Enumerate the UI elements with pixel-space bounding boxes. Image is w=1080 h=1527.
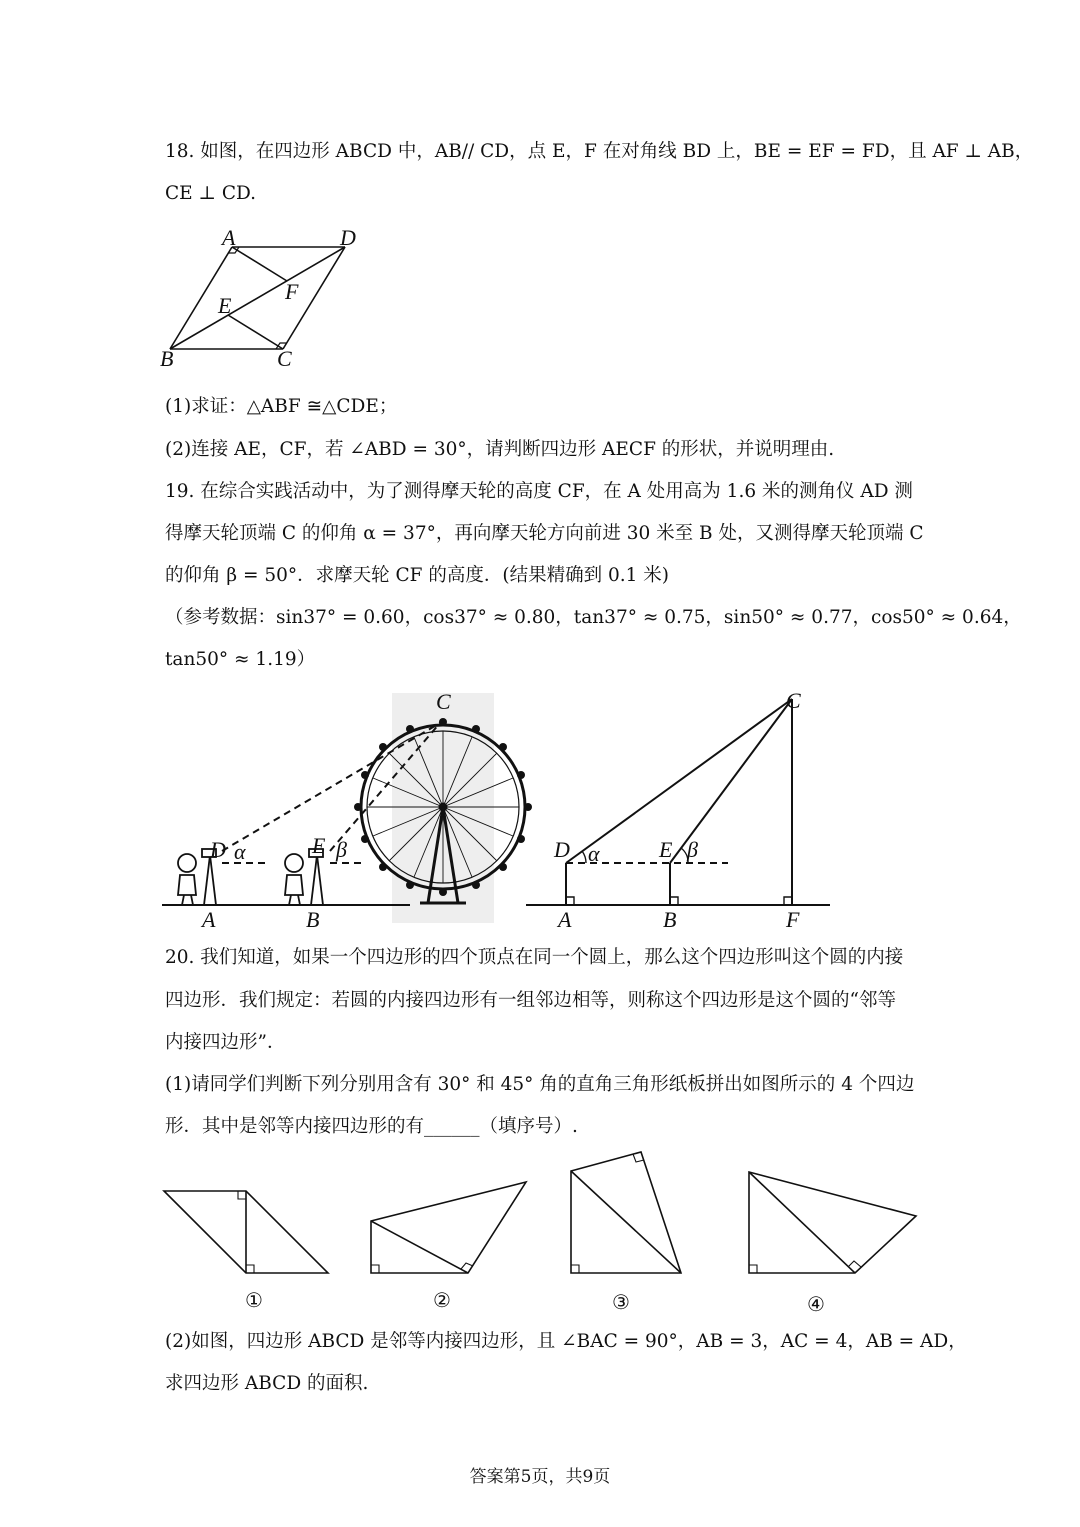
q18-label-C: C (277, 346, 292, 371)
q19-left-label-D: D (210, 837, 226, 862)
q20-quadrilateral-figures (155, 1145, 935, 1320)
q18-label-B: B (160, 346, 174, 371)
shape-label-2: ② (433, 1290, 451, 1312)
quadrilateral-shape-4 (749, 1172, 916, 1273)
quadrilateral-shape-2 (371, 1182, 526, 1273)
q19-geometry-diagram (520, 685, 840, 935)
q19-left-label-E: E (312, 833, 326, 858)
q19-left-label-beta: β (336, 837, 347, 862)
q19-right-label-beta: β (687, 837, 698, 862)
q19-left-label-alpha: α (234, 839, 246, 864)
quadrilateral-shape-1 (164, 1191, 328, 1273)
q19-right-label-B: B (663, 907, 677, 932)
q19-line2: 得摩天轮顶端 C 的仰角 α = 37°，再向摩天轮方向前进 30 米至 B 处，又测得摩天轮顶端 C (165, 523, 924, 544)
q18-parallelogram-figure (160, 225, 380, 375)
q19-right-label-F: F (786, 907, 800, 932)
shape-label-3: ③ (612, 1292, 630, 1314)
q18-label-F: F (285, 279, 299, 304)
q20-part2a: (2)如图，四边形 ABCD 是邻等内接四边形，且 ∠BAC = 90°，AB = 3，AC = 4，AB = AD， (165, 1331, 967, 1352)
ferris-wheel-icon (354, 718, 532, 903)
q19-right-label-alpha: α (588, 841, 600, 866)
q19-left-label-A: A (202, 907, 216, 932)
q19-left-label-B: B (306, 907, 320, 932)
quadrilateral-shape-3 (571, 1152, 681, 1273)
q20-part1b: 形．其中是邻等内接四边形的有______（填序号）. (165, 1116, 578, 1137)
q18-label-A: A (222, 225, 236, 250)
q20-line2: 四边形．我们规定：若圆的内接四边形有一组邻边相等，则称这个四边形是这个圆的“邻等 (165, 990, 896, 1011)
q19-ref2: tan50° ≈ 1.19） (165, 649, 316, 670)
q20-part1a: (1)请同学们判断下列分别用含有 30° 和 45° 角的直角三角形纸板拼出如图所示的 4 个四边 (165, 1074, 915, 1095)
q19-line3: 的仰角 β = 50°．求摩天轮 CF 的高度．(结果精确到 0.1 米) (165, 565, 670, 586)
page-footer: 答案第5页，共9页 (469, 1467, 611, 1487)
q18-line2: CE ⊥ CD. (165, 183, 257, 204)
q19-right-label-C: C (786, 688, 801, 713)
shape-label-4: ④ (807, 1294, 825, 1316)
q20-part2b: 求四边形 ABCD 的面积. (165, 1373, 369, 1394)
q19-ref1: （参考数据：sin37° = 0.60，cos37° ≈ 0.80，tan37° ≈ 0.75，sin50° ≈ 0.77，cos50° ≈ 0.64， (165, 607, 1022, 628)
q18-label-E: E (218, 293, 232, 318)
q19-right-label-E: E (659, 837, 673, 862)
q18-line1: 18. 如图，在四边形 ABCD 中，AB// CD，点 E，F 在对角线 BD 上，BE = EF = FD，且 AF ⊥ AB， (165, 141, 1034, 162)
q18-part2: (2)连接 AE，CF，若 ∠ABD = 30°，请判断四边形 AECF 的形状，并说明理由. (165, 439, 835, 460)
q19-left-label-C: C (436, 689, 451, 714)
q18-part1: (1)求证：△ABF ≅△CDE； (165, 396, 398, 417)
shape-label-1: ① (245, 1290, 263, 1312)
q19-right-label-D: D (554, 837, 570, 862)
q20-line1: 20. 我们知道，如果一个四边形的四个顶点在同一个圆上，那么这个四边形叫这个圆的内接 (165, 947, 904, 968)
q19-line1: 19. 在综合实践活动中，为了测得摩天轮的高度 CF，在 A 处用高为 1.6 米的测角仪 AD 测 (165, 481, 913, 502)
q18-label-D: D (340, 225, 356, 250)
q19-right-label-A: A (558, 907, 572, 932)
q19-ferris-wheel-illustration (160, 685, 500, 935)
q20-line3: 内接四边形”． (165, 1032, 286, 1053)
